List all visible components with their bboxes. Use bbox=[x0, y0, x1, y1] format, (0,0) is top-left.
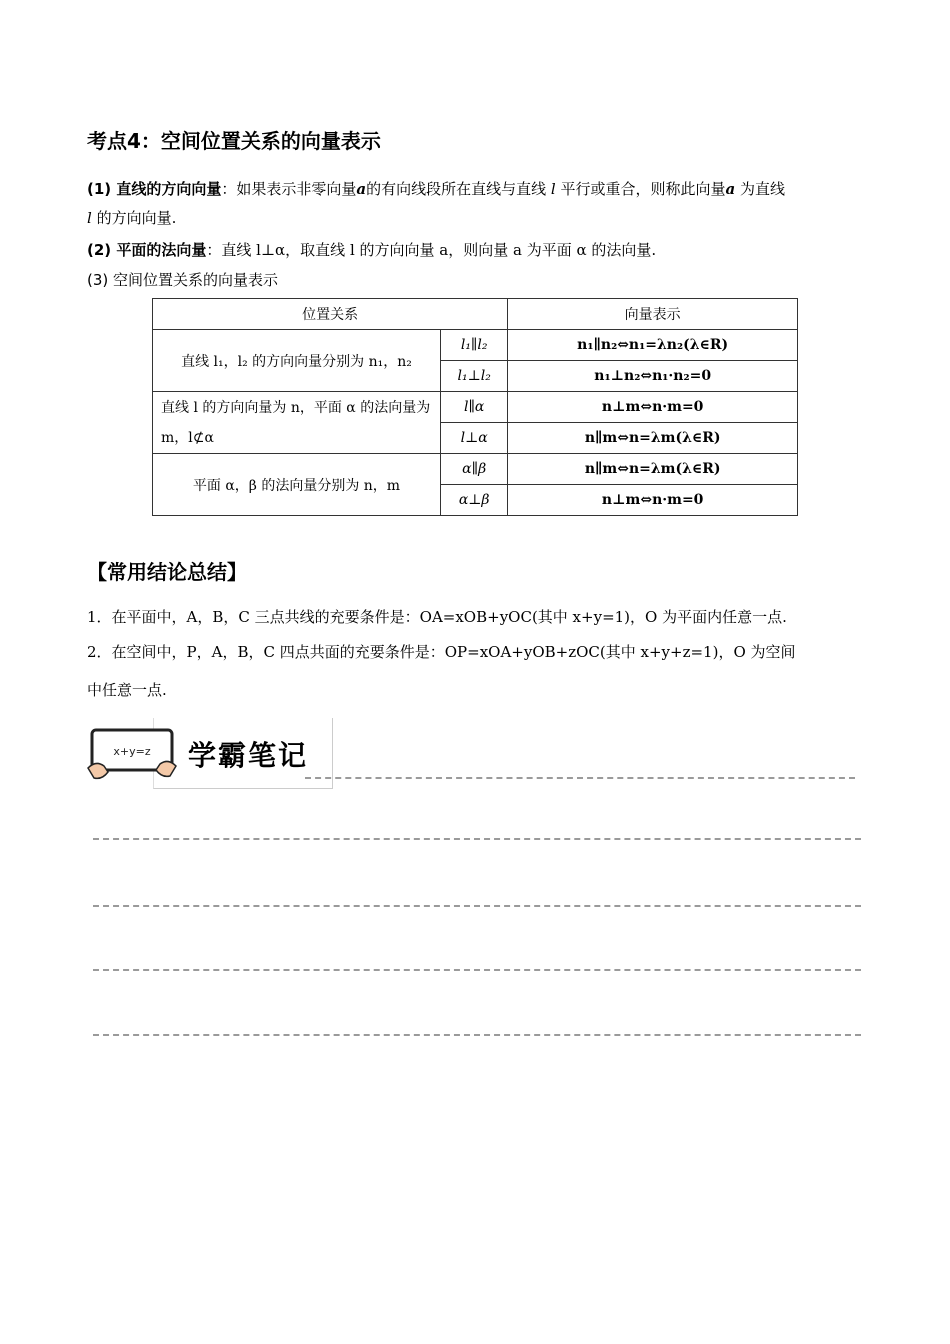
table-row bbox=[153, 330, 798, 361]
notes-line bbox=[93, 838, 861, 840]
notes-line bbox=[93, 1034, 861, 1036]
item3-label: (3) 空间位置关系的向量表示 bbox=[87, 271, 279, 289]
item2-label: (2) 平面的法向量 bbox=[87, 241, 207, 259]
header-position: 位置关系 bbox=[153, 299, 508, 330]
notes-line bbox=[93, 905, 861, 907]
item2-line bbox=[87, 236, 656, 265]
group2-rel1: l∥α bbox=[440, 392, 507, 423]
group3-vec2: n⊥m⇔n·m=0 bbox=[508, 485, 798, 516]
group1-vec1: n₁∥n₂⇔n₁=λn₂(λ∈R) bbox=[508, 330, 798, 361]
group2-desc: 直线 l 的方向向量为 n，平面 α 的法向量为 m，l⊄α bbox=[153, 392, 441, 454]
summary-title: 【常用结论总结】 bbox=[87, 560, 247, 584]
notes-title: 学霸笔记 bbox=[188, 739, 309, 772]
conclusion-2: 2．在空间中，P，A，B，C 四点共面的充要条件是：OP=xOA+yOB+zOC(其中 x+y+z=1)，O 为空间 bbox=[87, 643, 796, 661]
group1-rel2: l₁⊥l₂ bbox=[440, 361, 507, 392]
table-header-row bbox=[153, 299, 798, 330]
relation-table bbox=[152, 298, 798, 516]
group3-vec1: n∥m⇔n=λm(λ∈R) bbox=[508, 454, 798, 485]
item1-line1 bbox=[87, 175, 785, 204]
group2-vec2: n∥m⇔n=λm(λ∈R) bbox=[508, 423, 798, 454]
item1-var-l: l bbox=[550, 180, 556, 198]
group3-rel1: α∥β bbox=[440, 454, 507, 485]
group3-desc: 平面 α，β 的法向量分别为 n，m bbox=[153, 454, 441, 516]
item1-line2-var: l bbox=[87, 209, 92, 227]
item1-text-d: 为直线 bbox=[740, 180, 786, 198]
item1-text-a: ：如果表示非零向量 bbox=[221, 180, 357, 198]
conclusion-3: 中任意一点. bbox=[87, 681, 167, 699]
item3-line bbox=[87, 266, 278, 295]
item1-var-a2: a bbox=[725, 180, 736, 198]
item1-line2 bbox=[87, 204, 176, 233]
item1-text-b: 的有向线段所在直线与直线 bbox=[366, 180, 547, 198]
item1-text-c: 平行或重合，则称此向量 bbox=[560, 180, 726, 198]
group3-rel2: α⊥β bbox=[440, 485, 507, 516]
item1-line2-text: 的方向向量. bbox=[96, 209, 177, 227]
header-vector: 向量表示 bbox=[508, 299, 798, 330]
notes-line bbox=[93, 969, 861, 971]
group2-vec1: n⊥m⇔n·m=0 bbox=[508, 392, 798, 423]
item1-label: (1) 直线的方向向量 bbox=[87, 180, 222, 198]
group1-vec2: n₁⊥n₂⇔n₁·n₂=0 bbox=[508, 361, 798, 392]
group1-rel1: l₁∥l₂ bbox=[440, 330, 507, 361]
group1-desc: 直线 l₁，l₂ 的方向向量分别为 n₁，n₂ bbox=[153, 330, 441, 392]
item1-var-a: a bbox=[356, 180, 367, 198]
group2-rel2: l⊥α bbox=[440, 423, 507, 454]
table-row bbox=[153, 454, 798, 485]
conclusion-1: 1．在平面中，A，B，C 三点共线的充要条件是：OA=xOB+yOC(其中 x+y=1)，O 为平面内任意一点. bbox=[87, 608, 787, 626]
section-title: 考点4：空间位置关系的向量表示 bbox=[87, 129, 381, 153]
item2-text: ：直线 l⊥α，取直线 l 的方向向量 a，则向量 a 为平面 α 的法向量. bbox=[206, 241, 657, 259]
table-row bbox=[153, 392, 798, 423]
tablet-hands-icon bbox=[86, 726, 182, 784]
notes-line bbox=[305, 777, 855, 779]
tablet-text: x+y=z bbox=[113, 745, 151, 758]
